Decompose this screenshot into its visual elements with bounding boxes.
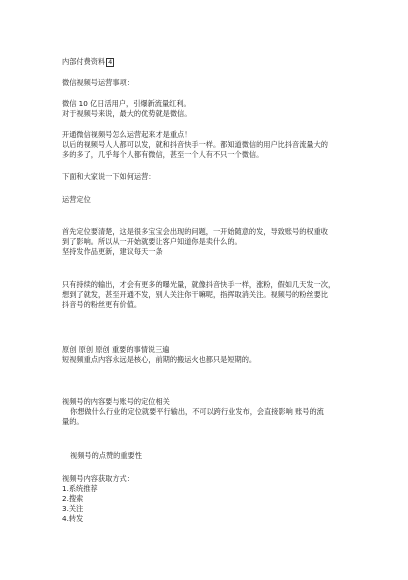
section5-line-1: 视频号的内容要与账号的定位相关 (62, 397, 170, 406)
doc-title: 内部付费资料 (62, 57, 106, 66)
section3-line-3: 抖音号的粉丝更有价值。 (62, 300, 142, 309)
list-item-1: 1.系统推荐 (62, 484, 98, 493)
intro-line-1: 微信 10 亿日活用户，引爆新流量红利。 (62, 99, 191, 108)
section3-line-2: 想到了就发，甚至开通不发，别人关注你干嘛呢，指挥取消关注。视频号的粉丝要比 (62, 290, 328, 299)
section4-line-2: 短视频重点内容永远是核心，前期的搬运火也都只是短期的。 (62, 355, 257, 364)
section7-line-1: 视频号内容获取方式： (62, 474, 134, 483)
section1-line-2: 以后的视频号人人都可以发，就和抖音快手一样。都知道微信的用户比抖音流量大的 (62, 140, 328, 149)
doc-title-badge: 4 (108, 58, 113, 66)
section1-line-3: 多的多了，几乎每个人都有微信，甚至一个人有不只一个微信。 (62, 150, 264, 159)
subheading-positioning: 运营定位 (62, 195, 91, 204)
section2-line-1: 首先定位要清楚，这是很多宝宝会出现的问题，一开始随意的发，导致账号的权重收 (62, 227, 328, 236)
section5-line-3: 量的。 (62, 417, 84, 426)
section5-line-2: 你想做什么行业的定位就要平行输出，不可以跨行业发布，会直接影响 账号的流 (70, 407, 324, 416)
section1-line-1: 开通微信视频号怎么运营起来才是重点！ (62, 130, 192, 139)
doc-heading: 微信视频号运营事项： (62, 78, 134, 87)
section6-heading: 视频号的点赞的重要性 (70, 451, 142, 460)
intro-line-2: 对于视频号来说，最大的优势就是微信。 (62, 109, 192, 118)
doc-title-line (62, 57, 114, 67)
section3-line-1: 只有持续的输出，才会有更多的曝光量，就像抖音快手一样，涨粉，假如几天发一次， (62, 280, 336, 289)
list-item-2: 2.搜索 (62, 494, 84, 503)
transition-line: 下面和大家说一下如何运营： (62, 172, 156, 181)
list-item-3: 3.关注 (62, 504, 84, 513)
list-item-4: 4.转发 (62, 514, 84, 523)
section4-line-1: 原创 原创 原创 重要的事情说三遍 (62, 345, 170, 354)
section2-line-3: 坚持发作品更新，建议每天一条 (62, 247, 163, 256)
section2-line-2: 到了影响。所以从一开始就要让客户知道你是卖什么的。 (62, 237, 242, 246)
